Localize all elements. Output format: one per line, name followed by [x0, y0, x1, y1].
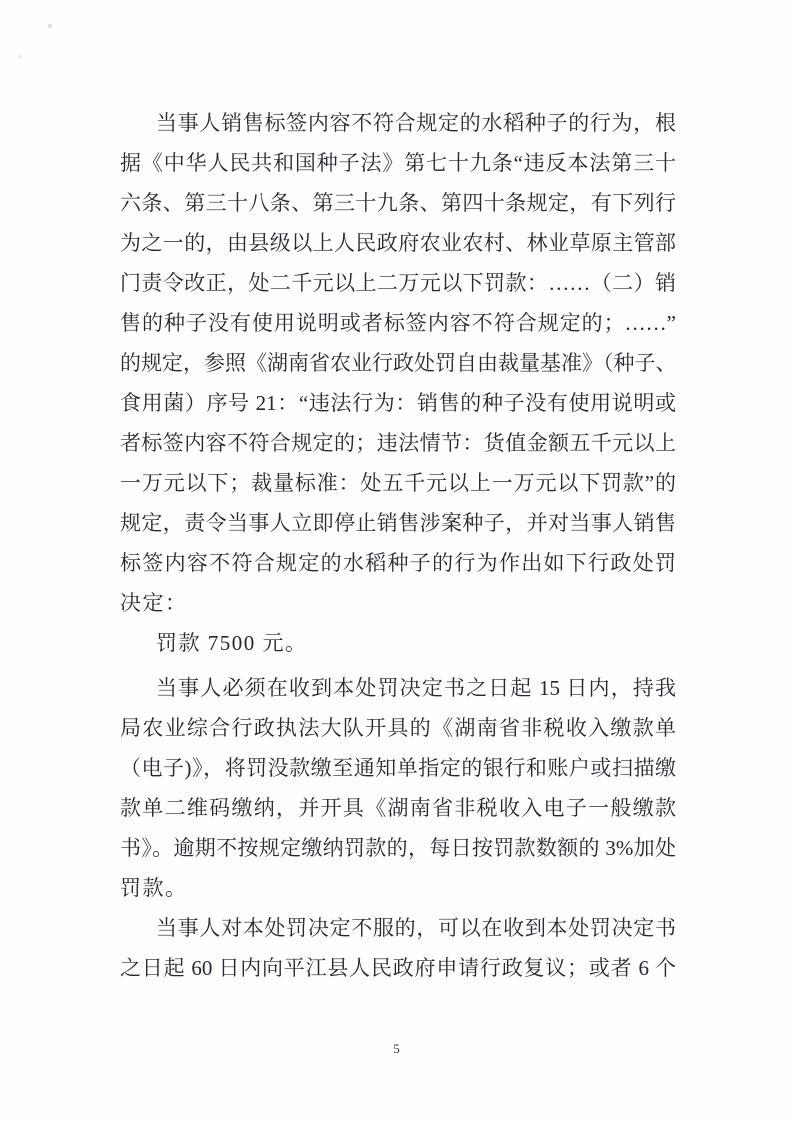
- scan-artifact-speck: [18, 55, 21, 58]
- text-line: 决定：: [120, 591, 188, 615]
- paragraph-ruling-basis: [120, 103, 676, 623]
- text-line: 一万元以下；裁量标准：处五千元以上一万元以下罚款”的: [120, 471, 676, 495]
- text-line: 当事人销售标签内容不符合规定的水稻种子的行为，根: [156, 111, 676, 135]
- text-line: 当事人对本处罚决定不服的，可以在收到本处罚决定书: [156, 916, 676, 940]
- paragraph-payment-instructions: [120, 668, 676, 908]
- text-line: 标签内容不符合规定的水稻种子的行为作出如下行政处罚: [120, 551, 676, 575]
- text-line: 罚款。: [120, 876, 188, 900]
- text-line: 当事人必须在收到本处罚决定书之日起 15 日内，持我: [156, 676, 676, 700]
- document-body: [120, 103, 676, 988]
- text-line: 款单二维码缴纳，并开具《湖南省非税收入电子一般缴款: [120, 796, 676, 820]
- text-line: 规定，责令当事人立即停止销售涉案种子，并对当事人销售: [120, 511, 676, 535]
- text-line: 食用菌）序号 21：“违法行为：销售的种子没有使用说明或: [120, 391, 676, 415]
- paragraph-penalty-amount: [120, 623, 676, 663]
- page-number: 5: [393, 1041, 400, 1056]
- text-line: 的规定，参照《湖南省农业行政处罚自由裁量基准》（种子、: [120, 351, 677, 375]
- paragraph-appeal-rights: [120, 908, 676, 988]
- text-line: 者标签内容不符合规定的；违法情节：货值金额五千元以上: [120, 431, 676, 455]
- text-line: 门责令改正，处二千元以上二万元以下罚款：……（二）销: [120, 271, 676, 295]
- text-line: 为之一的，由县级以上人民政府农业农村、林业草原主管部: [120, 231, 676, 255]
- text-line: 之日起 60 日内向平江县人民政府申请行政复议；或者 6 个: [120, 956, 676, 980]
- text-line: 售的种子没有使用说明或者标签内容不符合规定的；……”: [120, 311, 676, 335]
- penalty-amount-line: 罚款 7500 元。: [156, 631, 308, 655]
- text-line: （电子)》，将罚没款缴至通知单指定的银行和账户或扫描缴: [120, 756, 676, 780]
- scan-artifact-speck: [48, 24, 52, 28]
- text-line: 局农业综合行政执法大队开具的《湖南省非税收入缴款单: [120, 716, 676, 740]
- text-line: 六条、第三十八条、第三十九条、第四十条规定，有下列行: [120, 191, 676, 215]
- text-line: 据《中华人民共和国种子法》第七十九条“违反本法第三十: [120, 151, 676, 175]
- text-line: 书》。逾期不按规定缴纳罚款的，每日按罚款数额的 3%加处: [120, 836, 676, 860]
